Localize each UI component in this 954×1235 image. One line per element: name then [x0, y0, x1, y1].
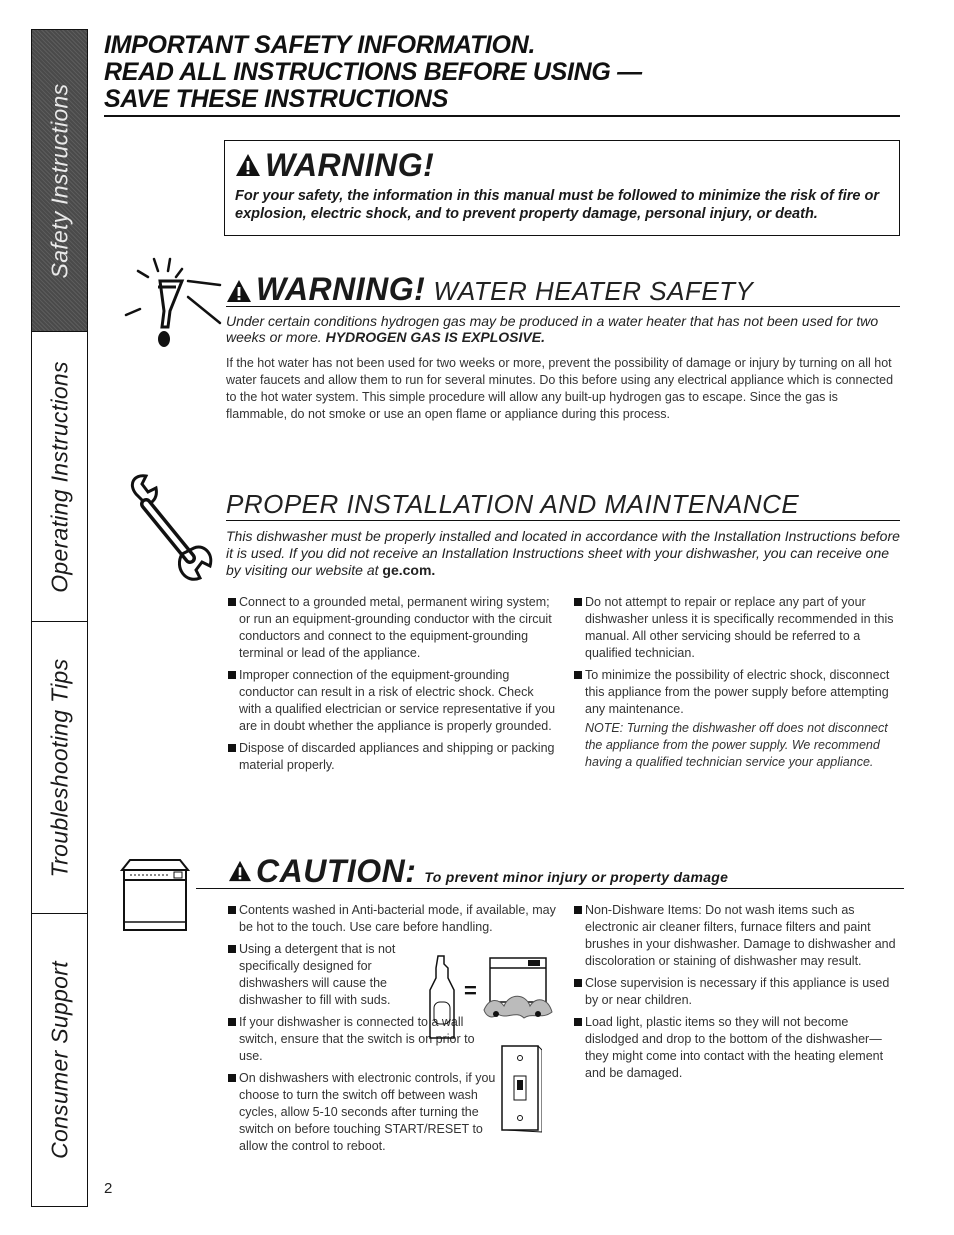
caution-title: CAUTION: — [256, 853, 417, 889]
warning-triangle-icon — [228, 860, 252, 882]
water-heater-subtitle: WATER HEATER SAFETY — [433, 276, 754, 306]
page-number: 2 — [104, 1180, 113, 1197]
wrench-icon — [124, 474, 214, 586]
warning-triangle-icon — [226, 279, 252, 303]
water-heater-intro-text: Under certain conditions hydrogen gas may be produced in a water heater that has not been used for two weeks or more. — [226, 313, 879, 345]
caution-heading — [196, 853, 904, 889]
water-heater-body: If the hot water has not been used for two weeks or more, prevent the possibility of damage or injury by turning on all hot water faucets and allow them to run for several minutes. Do this before using any electrical appliance which is connected to the hot water system. This simple procedure will allow any built-up hydrogen gas to escape. Since the gas is flammable, do not smoke or use an open flame or appliance during this process. — [226, 356, 894, 421]
list-item: Improper connection of the equipment-grounding conductor can result in a risk of electric shock. Check with a qualified electrician or service representative if you are in doubt whether the appliance is properly grounded. — [228, 667, 558, 735]
wall-switch-icon — [498, 1044, 542, 1134]
list-item: If your dishwasher is connected to a wall switch, ensure that the switch is on prior to use. — [228, 1014, 501, 1065]
list-item: Do not attempt to repair or replace any part of your dishwasher unless it is specifically recommended in this manual. All other servicing should be referred to a qualified technician. — [574, 594, 900, 662]
header-line-3: SAVE THESE INSTRUCTIONS — [104, 85, 449, 113]
note-text: Turning the dishwasher off does not disconnect the appliance from the power supply. We recommend having a qualified technician service your appliance. — [585, 721, 888, 769]
dishwasher-icon — [120, 858, 190, 932]
tab-consumer-support[interactable] — [32, 914, 87, 1205]
hydrogen-explosive-text: HYDROGEN GAS IS EXPLOSIVE. — [325, 329, 545, 345]
list-item: Load light, plastic items so they will not become dislodged and drop to the bottom of the dishwasher—they might come into contact with the heating element and be damaged. — [574, 1014, 900, 1082]
water-heater-warning-title: WARNING! — [256, 271, 426, 307]
ge-website-link[interactable]: ge.com. — [382, 562, 436, 578]
installation-left-column — [228, 594, 558, 779]
list-item: Close supervision is necessary if this appliance is used by or near children. — [574, 975, 900, 1009]
caution-subtitle: To prevent minor injury or property damage — [424, 869, 729, 885]
warning-title: WARNING! — [265, 147, 435, 183]
installation-heading — [226, 489, 900, 521]
installation-intro-text: This dishwasher must be properly installed and located in accordance with the Installation Instructions before it is used. If you did not receive an Installation Instructions sheet with your dishwasher, you can receive one by visiting our website at — [226, 528, 900, 578]
list-item: Contents washed in Anti-bacterial mode, if available, may be hot to the touch. Use care before handling. — [228, 902, 558, 936]
water-heater-intro — [226, 313, 900, 345]
header-line-1: IMPORTANT SAFETY INFORMATION. — [104, 31, 536, 59]
note-label: NOTE: — [585, 721, 624, 735]
caution-right-column — [574, 902, 900, 1087]
installation-note — [574, 720, 900, 771]
tab-operating-instructions[interactable] — [32, 332, 87, 622]
tab-safety-instructions[interactable] — [32, 30, 87, 332]
tab-label: Consumer Support — [46, 960, 72, 1159]
list-item: Using a detergent that is not specifically designed for dishwashers will cause the dishwasher to fill with suds. — [228, 941, 417, 1009]
hot-water-faucet-icon — [116, 255, 222, 351]
sudsy-dishwasher-icon — [482, 956, 554, 1022]
side-tab-bar — [31, 29, 88, 1207]
list-item: Dispose of discarded appliances and shipping or packing material properly. — [228, 740, 558, 774]
installation-title: PROPER INSTALLATION AND MAINTENANCE — [226, 489, 800, 519]
installation-intro — [226, 528, 900, 579]
warning-box — [224, 140, 900, 236]
list-item: Non-Dishware Items: Do not wash items such as electronic air cleaner filters, furnace filters and paint brushes in your dishwasher. Damage to dishwasher and discoloration or staining of dishwasher may result. — [574, 902, 900, 970]
equals-sign: = — [464, 978, 477, 1003]
list-item: Connect to a grounded metal, permanent wiring system; or run an equipment-grounding conductor with the circuit conductors and connect to the equipment-grounding terminal or lead of the appliance. — [228, 594, 558, 662]
list-item: To minimize the possibility of electric shock, disconnect this appliance from the power supply before attempting any maintenance. — [574, 667, 900, 718]
warning-text: For your safety, the information in this manual must be followed to minimize the risk of fire or explosion, electric shock, and to prevent property damage, personal injury, or death. — [235, 188, 879, 222]
water-heater-heading — [226, 271, 900, 307]
detergent-bottle-icon — [424, 954, 460, 1044]
header-line-2: READ ALL INSTRUCTIONS BEFORE USING — — [104, 58, 642, 86]
tab-troubleshooting-tips[interactable] — [32, 622, 87, 914]
installation-right-column — [574, 594, 900, 771]
tab-label: Troubleshooting Tips — [46, 658, 72, 877]
tab-label: Operating Instructions — [46, 360, 72, 593]
page-header — [104, 32, 900, 117]
tab-label: Safety Instructions — [46, 83, 72, 278]
warning-triangle-icon — [235, 153, 261, 177]
list-item: On dishwashers with electronic controls, if you choose to turn the switch off between wash cycles, allow 5-10 seconds after turning the switch on before touching START/RESET to allow the control to reboot. — [228, 1070, 503, 1155]
